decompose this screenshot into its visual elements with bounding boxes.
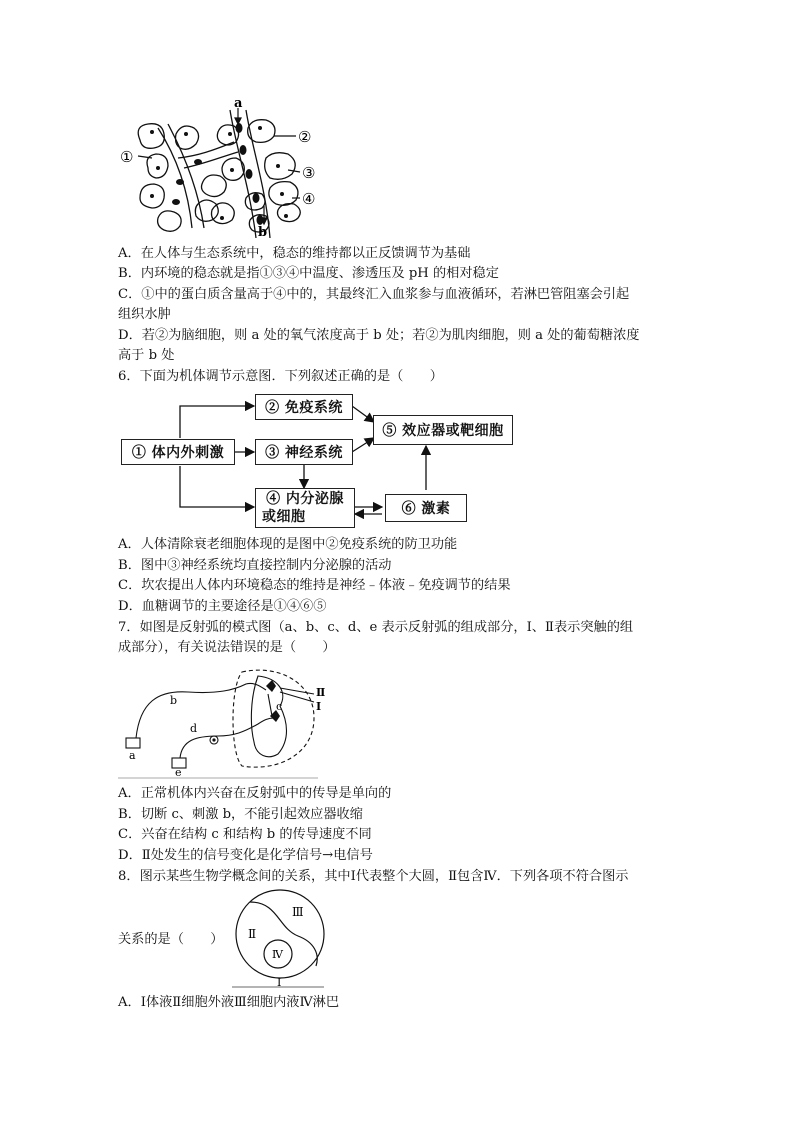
arrow-stimulus-endocrine bbox=[180, 466, 254, 507]
label-ii: Ⅱ bbox=[248, 927, 257, 941]
label-circle-4: ④ bbox=[302, 190, 316, 208]
blood-cell bbox=[253, 193, 260, 203]
tissue-cell bbox=[158, 211, 182, 231]
tissue-figure bbox=[118, 98, 328, 238]
cell-nucleus bbox=[150, 194, 154, 198]
cell-nucleus bbox=[156, 166, 160, 170]
blood-cell bbox=[236, 123, 243, 133]
q8-stem-1: 8．图示某些生物学概念间的关系，其中Ⅰ代表整个大圆，Ⅱ包含Ⅳ．下列各项不符合图示 bbox=[118, 869, 629, 884]
q5-option-a: A．在人体与生态系统中，稳态的维持都以正反馈调节为基础 bbox=[118, 246, 471, 261]
q5-option-d-cont: 高于 b 处 bbox=[118, 348, 175, 363]
cell-nucleus bbox=[228, 132, 232, 136]
q5-option-c-cont: 组织水肿 bbox=[118, 307, 171, 322]
label-circle-2: ② bbox=[298, 128, 312, 146]
concept-circle-figure bbox=[228, 888, 338, 992]
box-endocrine-line2: 或细胞 bbox=[262, 509, 306, 525]
blood-cell bbox=[176, 179, 184, 185]
cell-nucleus bbox=[220, 216, 224, 220]
q6-option-c: C．坎农提出人体内环境稳态的维持是神经﹣体液﹣免疫调节的结果 bbox=[118, 578, 511, 593]
q7-option-b: B．切断 c、刺激 b，不能引起效应器收缩 bbox=[118, 807, 363, 822]
ganglion-dot bbox=[212, 738, 215, 741]
label-i: Ⅰ bbox=[316, 700, 322, 713]
tissue-cell bbox=[138, 124, 164, 149]
q6-option-d: D．血糖调节的主要途径是①④⑥⑤ bbox=[118, 599, 327, 614]
q7-stem-1: 7．如图是反射弧的模式图（a、b、c、d、e 表示反射弧的组成部分，Ⅰ、Ⅱ表示突触的组 bbox=[118, 620, 634, 635]
blood-cell bbox=[240, 145, 247, 155]
label-b: b bbox=[170, 694, 178, 707]
q7-option-a: A．正常机体内兴奋在反射弧中的传导是单向的 bbox=[118, 786, 392, 801]
q8-option-a: A．Ⅰ体液Ⅱ细胞外液Ⅲ细胞内液Ⅳ淋巴 bbox=[118, 995, 340, 1010]
label-e: e bbox=[175, 766, 182, 779]
box-endocrine-line1: ④ 内分泌腺 bbox=[266, 491, 344, 507]
label-circle-3: ③ bbox=[302, 164, 316, 182]
label-c: c bbox=[276, 700, 283, 713]
label-a: a bbox=[129, 749, 136, 762]
cell-nucleus bbox=[276, 164, 280, 168]
divider-curve bbox=[250, 902, 317, 966]
tissue-cell bbox=[212, 203, 235, 224]
q7-option-c: C．兴奋在结构 c 和结构 b 的传导速度不同 bbox=[118, 827, 372, 842]
box-effector: ⑤ 效应器或靶细胞 bbox=[373, 415, 513, 445]
tissue-cell bbox=[202, 175, 227, 197]
label-a: a bbox=[234, 98, 243, 111]
label-i: Ⅰ bbox=[277, 976, 282, 989]
blood-cell bbox=[246, 169, 253, 179]
arrow-a-head bbox=[235, 118, 241, 124]
receptor-box bbox=[126, 738, 140, 748]
box-stimulus: ① 体内外刺激 bbox=[121, 439, 235, 465]
label-ii: Ⅱ bbox=[316, 686, 326, 699]
q7-stem-2: 成部分），有关说法错误的是（ ） bbox=[118, 640, 336, 655]
cell-nucleus bbox=[284, 214, 288, 218]
box-hormone: ⑥ 激素 bbox=[385, 494, 467, 522]
q5-option-b: B．内环境的稳态就是指①③④中温度、渗透压及 pH 的相对稳定 bbox=[118, 266, 499, 281]
label-d: d bbox=[190, 722, 198, 735]
cell-nucleus bbox=[150, 130, 154, 134]
box-immune: ② 免疫系统 bbox=[255, 394, 353, 420]
cell-nucleus bbox=[280, 192, 284, 196]
box-endocrine bbox=[255, 488, 355, 528]
q6-option-b: B．图中③神经系统均直接控制内分泌腺的活动 bbox=[118, 558, 392, 573]
arrow-nervous-effector bbox=[352, 438, 374, 452]
reflex-arc-figure bbox=[118, 662, 328, 780]
label-b: b bbox=[258, 225, 268, 238]
q6-option-a: A．人体清除衰老细胞体现的是图中②免疫系统的防卫功能 bbox=[118, 537, 458, 552]
label-iii: Ⅲ bbox=[292, 905, 304, 919]
arrow-stimulus-immune bbox=[180, 406, 254, 438]
label-circle-1: ① bbox=[120, 148, 134, 166]
arrow-immune-effector bbox=[352, 406, 374, 422]
vessel-edge bbox=[184, 152, 238, 168]
cell-nucleus bbox=[258, 126, 262, 130]
blood-cell bbox=[194, 159, 202, 165]
tissue-cell bbox=[278, 204, 301, 222]
interneuron bbox=[268, 694, 272, 716]
q5-option-d: D．若②为脑细胞，则 a 处的氧气浓度高于 b 处；若②为肌肉细胞，则 a 处的葡萄糖浓度 bbox=[118, 328, 640, 343]
box-nervous: ③ 神经系统 bbox=[255, 439, 353, 465]
blood-cell bbox=[172, 199, 180, 205]
cell-nucleus bbox=[184, 132, 188, 136]
q7-option-d: D．Ⅱ处发生的信号变化是化学信号→电信号 bbox=[118, 848, 373, 863]
cell-nucleus bbox=[230, 168, 234, 172]
q5-option-c: C．①中的蛋白质含量高于④中的，其最终汇入血浆参与血液循环，若淋巴管阻塞会引起 bbox=[118, 287, 630, 302]
label-iv: Ⅳ bbox=[272, 948, 283, 961]
q8-stem-2: 关系的是（ ） bbox=[118, 932, 224, 947]
q6-stem: 6．下面为机体调节示意图．下列叙述正确的是（ ） bbox=[118, 369, 443, 384]
